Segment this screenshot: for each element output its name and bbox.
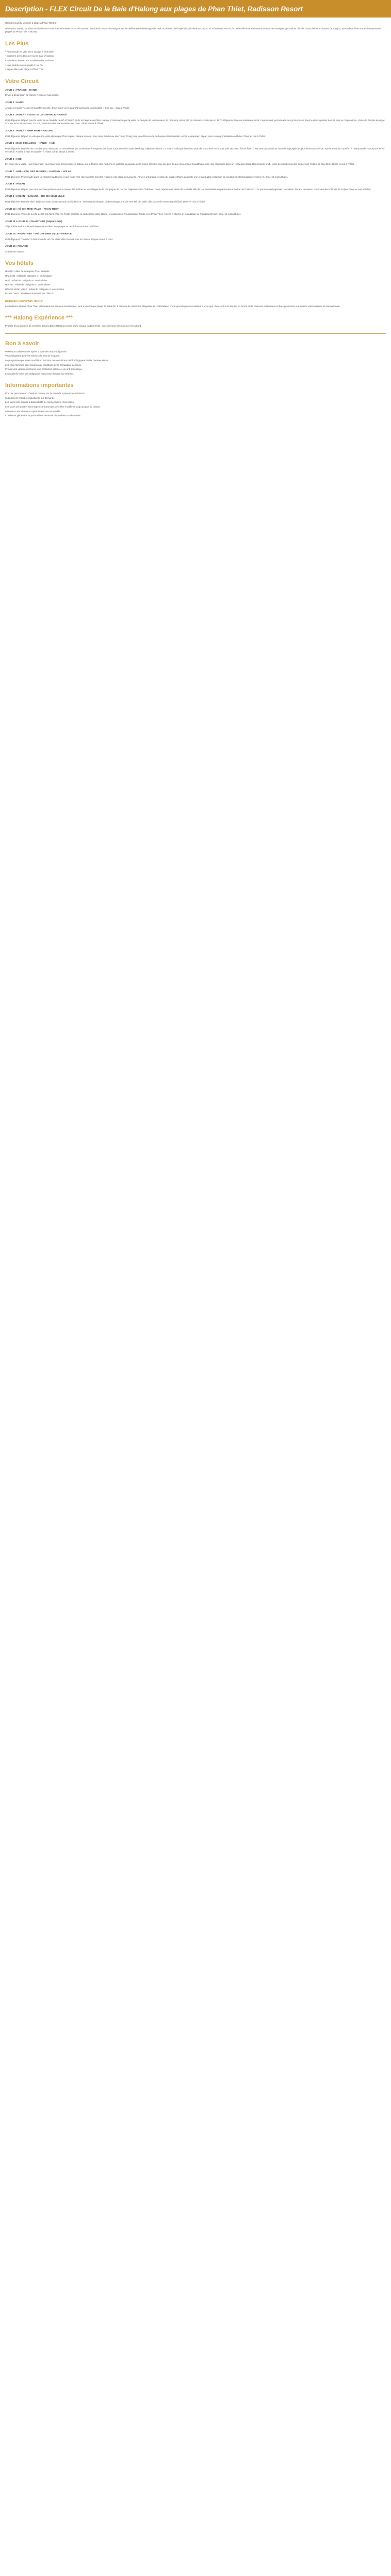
bonasavoir-list [5,350,386,376]
day-text: En cours de la visite, Hué l'impériale, vous ferez une promenade en bateau sur la Rivière des Parfums et visiterez la pagode de la Dame Céleste, l'un des plus beaux monuments bouddhiques de Hué. Déjeuner dans un restaurant local. Dans l'après-midi, visite des tombeaux des empereurs Tu Duc et Khai Dinh. Dîner et nuit à l'hôtel. [5,163,355,166]
plus-title: Les Plus [5,40,29,47]
infos-list [5,392,386,418]
radisson-title: Radisson Resort Phan Thiet 4* [5,299,43,303]
day-heading: JOUR 9 : HOI AN – DANANG – HÔ CHI MINH VILLE [5,195,65,198]
day-text: Petit-déjeuner. Départ pour la visite de la citadelle de Hô Chi Minh et de la Pagode au Pilier Unique. Continuation par la visite du Temple de la Littérature, la première Université du Vietnam construite en 1070. Déjeuner dans un restaurant local. L'après-midi, promenade en cyclo-pousse dans le vieux quartier des 36 rues et corporations. Visite du Temple de Ngoc Son sur le lac Hoan Kiem. Le soir, spectacle des Marionnettes sur l'eau. Dîner et nuit à l'hôtel. [5,118,385,125]
hotel-item: PHAN THIET : Radisson Resort Phan Thiet 4* [5,292,54,295]
info-item: Conditions générales et particulières de vente disponibles sur demande. [5,414,81,417]
day-heading: JOUR 10 : HÔ CHI MINH VILLE – PHAN THIET [5,208,59,211]
day-heading: JOUR 15 : PHAN THIET – HÔ CHI MINH VILLE – FRANCE [5,233,72,235]
info-item: Les taxes aéroport et surcharges carburant peuvent être modifiées jusqu'au jour du départ. [5,405,101,409]
intro [5,22,386,34]
experience-title: *** Halong Expérience *** [5,315,73,321]
info-item: Les tarifs sont soumis à disponibilité au moment de la réservation. [5,401,75,404]
infos-title: Informations importantes [5,382,74,389]
plus-list [5,50,386,72]
info-item: Prix par personne en chambre double, sur la base de 2 personnes minimum. [5,392,86,395]
day-heading: JOUR 6 : HUÉ [5,158,22,161]
intro-paragraph: Découvrez Hanoi, sa triste ambivalence et ses vues étonnées. Vous découvrirez Ninh Binh, avant de naviguer sur la célèbre Baie d'Halong Puis Hué, ancienne Cité impériale, à l'allure de Japon. Et la fameuse Hoi An, la petite ville très ancienne au coeur des vestiges japonais et chinois. Vous visitez le charme de Saïgon, avant de profiter sur les somptueuses plages de Phan Thiet - Mui Ne. [5,27,382,33]
radisson-text: Le Radisson Resort Phan Thiet est idéalement situé en bord de mer, face à une longue plage de sable fin. Il dispose de chambres élégantes et confortables, d'une grande piscine extérieure, d'un spa, d'un centre de remise en forme et de plusieurs restaurants et bars proposant une cuisine vietnamienne et internationale. [5,304,340,308]
day-text: Petit-déjeuner. Matinée de croisière pour découvrir ce merveilleux site touristique émergeant des eaux turquoise de la Baie d'Halong. Déjeuner à bord. Le Baie d'Halong s'étend sur plus de 1 500 km² et compte près de 2 000 îles et îlots. C'est sans aucun doute l'un des paysages les plus étonnants d'Asie. Après le retour, transfert à l'aéroport de Hanoï pour le vol vers Hué. Arrivée à Hué et transfert à l'hôtel. Dîner et nuit à l'hôtel. [5,147,385,154]
bonasavoir-item: Les vols intérieurs sont soumis aux conditions de la compagnie aérienne. [5,363,82,366]
day-heading: JOUR 11 à JOUR 14 : PHAN THIET (Séjour Libre) [5,220,62,223]
hotel-item: HÔ CHI MINH VILLE : Hôtel de catégorie 4* ou similaire [5,287,64,291]
day-text: Petit-déjeuner. Transfert à l'aéroport de Hô Chi Minh Ville et envol pour la France. Repas et nuit à bord. [5,238,113,241]
plus-item: • Balade en bateau sur la Rivière des Parfums [5,59,386,63]
hotels-list [5,270,386,296]
day-heading: JOUR 8 : HOI AN [5,183,25,186]
day-text: Arrivée à Hanoï. Accueil et transfert en ville. Dîner dans un restaurant local avec la spécialité « Cha Ca ». Nuit à l'hôtel. [5,106,130,109]
day-heading: JOUR 2 : HANOI [5,101,25,104]
intro-line: Grand circuit du Vietnam à plage à Phan Thiet 4* [5,22,57,24]
circuit-title: Votre Circuit [5,78,39,84]
bonasavoir-item: Prévoir des vêtements légers, une protection solaire et un anti-moustique. [5,368,83,371]
day-heading: JOUR 7 : HUÉ – COL DES NUAGES – DANANG – HOI AN [5,171,72,174]
info-item: Supplément chambre individuelle sur demande. [5,396,56,399]
bonasavoir-item: Le pourboire n'est pas obligatoire mais reste d'usage au Vietnam. [5,372,74,375]
plus-item: • Promenade en vélo et en barque à Ninh Binh [5,50,386,54]
banner [0,0,391,18]
bonasavoir-item: Passeport valide 6 mois après la date de retour obligatoire. [5,350,68,353]
plus-item: • Croisière avec déjeuner sur la Baie d'Halong [5,55,386,58]
bonasavoir-title: Bon à savoir [5,340,40,347]
day-text: Petit-déjeuner. Matinée libre. Déjeuner dans un restaurant local à Hoi An. Transfert à l'aéroport de Danang pour le vol vers Hô Chi Minh Ville. Accueil et transfert à l'hôtel. Dîner et nuit à l'hôtel. [5,200,205,204]
hotels-title: Vos hôtels [5,260,34,267]
info-item: Assurance annulation et rapatriement recommandée. [5,410,61,413]
hotel-item: HOI AN : Hôtel de catégorie 4* ou similaire [5,283,50,286]
bonasavoir-item: Visa obligatoire pour les séjours de plus de 45 jours. [5,354,60,358]
day-heading: JOUR 16 : FRANCE [5,245,28,248]
page-title: Description - FLEX Circuit De la Baie d'Halong aux plages de Phan Thiet, Radisson Resort [5,5,303,13]
bonasavoir-item: Le programme peut être modifié en fonction des conditions météorologiques et des horaires de vol. [5,359,109,362]
circuit-days [5,89,386,254]
day-heading: JOUR 1 : FRANCE – HANOI [5,89,38,92]
day-text: Petit-déjeuner. Promenade dans un marché traditionnel, puis route vers Hoi An par le Col des Nuages et la plage de Lang Co. Arrivée à Danang et visite du musée Cham qui abrite une remarquable collection de sculptures. Continuation vers Hoi An. Dîner et nuit à l'hôtel. [5,175,288,178]
hotel-item: HUÉ : Hôtel de catégorie 4* ou similaire [5,279,47,282]
day-text: Arrivée en France. [5,250,25,253]
content [0,18,391,418]
day-text: Petit-déjeuner. Départ en vélo pour la visite du temple Thai Vi puis, barque en vélo, pour nous rendre au site Trang Trong pour une découverte en barque traditionnelle. Après le déjeuner, départ pour Halong. Installation à l'hôtel. Dîner et nuit à l'hôtel. [5,134,266,138]
plus-item: • Séjour libre à la plage à Phan Thiet [5,68,386,72]
divider [5,333,386,334]
hotel-item: HANOÏ : Hôtel de catégorie 4* ou similaire [5,270,50,273]
day-heading: JOUR 3 : HANOÏ – VISITE DE LA CAPITALE – HANOÏ [5,114,67,117]
day-text: Petit-déjeuner. Visite de la ville de Hô Chi Minh Ville : la Poste centrale, la cathédrale Notre-Dame, le palais de la Réunification. Route vers Phan Thiet. Arrivée à Mui Ne et installation au Radisson Resort. Dîner et nuit à l'hôtel. [5,213,241,216]
experience-text: Profitez d'une journée de croisière dans la Baie d'Halong à bord d'une jonque traditionnelle, avec déjeuner de fruits de mer à bord. [5,325,142,328]
day-text: Séjour libre en formule petit-déjeuner. Profitez des plages et des infrastructures de l'hôtel. [5,225,99,228]
day-text: Envol à destination de Hanoï. Repas et nuit à bord. [5,94,59,97]
day-text: Petit-déjeuner. Départ pour une journée guidée à vélo à travers les rizières et les villages de la campagne de Hoi An. Déjeuner chez l'habitant. Dans l'après-midi, visite de la vieille ville de Hoi An classée au patrimoine mondial de l'UNESCO : le pont couvert japonais, la maison Tan Ky, la maison commune des Chinois de Fujian. Dîner et nuit à l'hôtel. [5,188,371,191]
hotel-item: HALONG : Hôtel de catégorie 4* ou similaire [5,274,52,277]
day-heading: JOUR 4 : HANOÏ – NINH BINH – HALONG [5,129,54,132]
plus-item: • Une journée à vélo guidé à Hoi An [5,64,386,67]
day-heading: JOUR 5 : BAIE D'HALONG – HANOÏ – HUÉ [5,142,55,145]
